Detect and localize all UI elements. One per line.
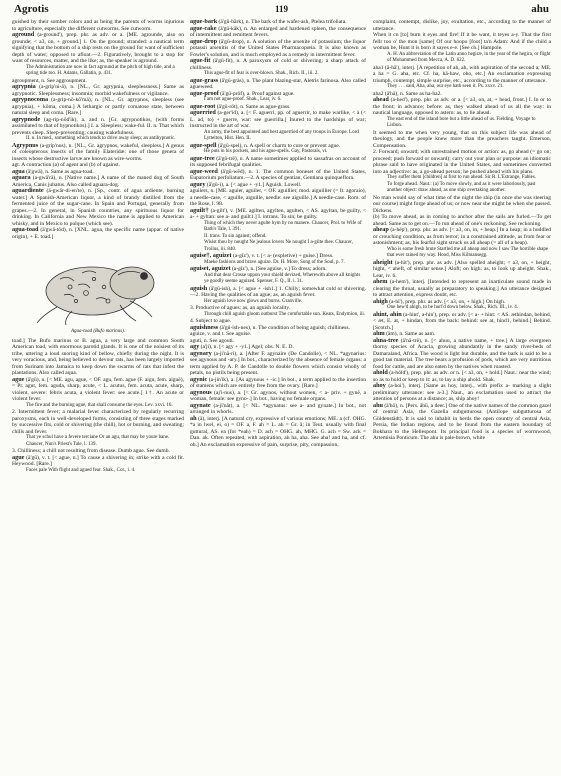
- dictionary-entry: An army, the best appointed and best aguerried of any troops in Europe. Lord Lyttelton, Hist. Hen. II.: [204, 129, 359, 141]
- dictionary-entry: aha1 (ä-hä'), interj. [A repetition of ah, ah, with aspiration of the second a; ME. a ha = G. aha, etc. Cf. ha, hā-haw, oho, etc.] An exclamation expressing triumph, contempt, simple surprise, etc., according to the manner of utterance.: [373, 64, 551, 84]
- agua-toad-illustration: [12, 243, 182, 327]
- headword: ague-proof: [190, 89, 219, 97]
- dictionary-entry: aguardiente (ä-gwär-di-en'te), n. [Sp., contr. of agua ardiente, burning water.] A Spanish-American liquor, a kind of brandy distilled from the fermented juice of the sugar-cane. In Spain and Portugal, generally from grapes.—2. In general, in Spanish countries, any spirituous liquor for drinking. In California and New Mexico the name is applied to American whisky, and in Mexico to pulque (which see).: [12, 187, 184, 227]
- headword: aguardiente: [12, 187, 44, 194]
- dictionary-entry: ague-grass (ā'gū-gràs), n. The plant blazing-star, Aletris farinosa. Also called agueweed.: [190, 76, 366, 90]
- dictionary-entry: aguise†, aguizet (a-gīz'), v. t. [< a- (expletive) + guise.] Dress.: [190, 252, 334, 259]
- dictionary-entry: ague-bark (ā'gū-bärk), n. The bark of the wafer-ash, Ptelea trifoliata.: [190, 19, 347, 25]
- dictionary-entry: Who is some fresh brute Startled me all aheap and now I saw The horrible shape that ever rained my way. Hood, Miss Kilmansegg.: [387, 246, 549, 258]
- headword: Agrypnus: [12, 141, 39, 149]
- dictionary-entry: And that dear Crosse uppon your shield devized, Wherewith above all knights ye goodly seeme aguized. Spenser, F. Q., II. i. 31.: [204, 272, 361, 284]
- dictionary-entry: agy (a'ji), n. [< agy + -y1.] Agel; obs. N. E. D.: [190, 343, 294, 350]
- column-3: [373, 19, 551, 771]
- dictionary-entry: ahead (a-hed'), prep. phr. as adv. or a. [< a3, on, at, + head, front.] I. In or to the front; in advance; before: as, they walked ahead of us all the way: in nautical language, opposed to astern: as, to lie ahead.: [373, 96, 551, 116]
- headword: ahm: [373, 330, 385, 337]
- dictionary-entry: agua (ä'gwä), n. Same as agua-toad.: [12, 167, 94, 175]
- headword: ague-weed: [190, 167, 218, 175]
- dictionary-entry: aheight (a-hīt'), prep. phr. as adv. [Also spelled aheight; < a3, on, + height, hight, < aheft, of similar sense.] Aloft; on high: as, to look up aheight. Shak., Lear, iv. 6.: [373, 258, 551, 279]
- headword: aguerried: [190, 109, 216, 116]
- dictionary-entry: The fire and the burning ague, that shall consume the eyes. Lev. xxvi. 16.: [26, 402, 173, 408]
- headword: aheight: [373, 258, 393, 266]
- column-2: [190, 19, 366, 771]
- toad-drawing: [12, 243, 182, 327]
- dictionary-entry: ahold (a-hōld'), prep. phr. as adv. or n. [< a3, on, + hold.] Naut.: near the wind; so as to hold or keep to it: as, to lay a ship ahold. Shak.: [373, 369, 551, 383]
- headword: agynary: [190, 349, 212, 357]
- headword: agua: [12, 167, 25, 175]
- headword: ague-root: [190, 102, 216, 110]
- dictionary-entry: ahoy (a-hoi'), interj. [Same as hoy, interj., with prefix a- marking a slight preliminary utterance: see a-3.] Naut., an exclamation used to attract the attention of persons at a distance; as, ship ahoy!: [373, 382, 551, 402]
- dictionary-entry: Her aguish love now glows and burns. Granville.: [204, 298, 303, 304]
- headword: agynic: [190, 375, 208, 383]
- headword: aguey: [190, 180, 206, 188]
- dictionary-entry: aguilt† (a-gilt'), v. [ME. agilten, agylten, agulten, < AS. agyltan, be guilty, < a- + gyltan: see a- and guilt1.] I. intrans. To sin; be guilty.: [190, 206, 366, 220]
- dictionary-entry: ahigh (a-hī'), prep. phr. as adv. [< a3, on, + high.] On high.: [373, 297, 506, 305]
- page-number: 119: [274, 4, 288, 14]
- headword: ague-tree: [190, 154, 215, 162]
- dictionary-entry: Agrypnus (a-grip'nus), n. [NL., Gr. agrypnos, wakeful, sleepless.] A genus of coleopterous insects of the family Elateridæ: one of those genera of insects whose destructive larvæ are known as wire-worms.: [12, 141, 184, 162]
- dictionary-entry: aguey (ā'gū-i), a. [< ague + -y1.] Aguish. Lowell.: [190, 180, 302, 188]
- dictionary-entry: aguerried (a-ger'id), a. [< F. aguerri, pp. of aguerrir, to make warlike, < à (< L. ad, to) + guerre, war: see guerrilla.] Inured to the hardships of war; instructed in the art of war.: [190, 109, 366, 129]
- dictionary-entry: agua-toad (ä'gwä-tōd), n. [XNL. agua, the specific name (appar. of native origin), + E. toad.]: [12, 226, 184, 240]
- dictionary-entry: ahem (a-hem'), interj. [Intended to represent an inarticulate sound made in clearing the throat, usually as preparatory to speaking.] An utterance designed to attract attention, express doubt, etc.: [373, 278, 551, 298]
- dictionary-entry: agynate (a-jī'nāt), a. [< NL. *agynatus: see a- and gynate.] In bot., not arranged in whorls.: [190, 401, 366, 415]
- headword: aguishness: [190, 323, 219, 331]
- column-1: [12, 19, 184, 771]
- dictionary-entry: aha2 (ä'hä), n. Same as ha-ha2.: [373, 90, 442, 97]
- dictionary-entry: aguti, n. See agouti.: [190, 337, 235, 344]
- headword: agrypnode: [12, 115, 41, 123]
- dictionary-entry: ague-fit (ā'gū-fit), n. A paroxysm of cold or shivering; a sharp attack of chilliness.: [190, 57, 366, 71]
- dictionary-entry: agroupment, n. See aggroupment.: [12, 77, 87, 84]
- dictionary-entry: aground (a-ground'), prep. phr. as adv. or a. [ME. agrounde, also on grounde; < a3, on, + ground.] 1. On the ground; stranded: a nautical term signifying that the bottom of a ship rests on the ground for want of sufficient depth of water; opposed to afloat.—2. Figuratively, brought to a stop for want of resources, matter, and the like; as, the speaker is aground.: [12, 31, 184, 64]
- dictionary-entry: agrypnia (a-grip'ni-ä), n. [NL., Gr. agrypnia, sleeplessness.] Same as agrypnotic. Sleeplessness; insomnia; morbid wakefulness or vigilance.: [12, 83, 184, 97]
- figure-caption: Agua-toad (Bufo marinus).: [70, 329, 126, 334]
- dictionary-entry: ague (ā'gū), v. t. [< ague, n.] To cause a shivering in; strike with a cold fit. Heywood. [Rare.]: [12, 453, 184, 467]
- headword: agynate: [190, 401, 211, 409]
- dictionary-entry: ahint, ahin (a-hint', a-hin'), prep. or adv. [< a- + hint: < AS. æthindan, behind, < æt, E. at, + hindan, from the back: behind: see at, hind1, behind.] Behind. [Scotch.]: [373, 310, 551, 331]
- headword: agrypnocoma: [12, 96, 49, 103]
- dictionary-entry: aguiset, aguizet (a-gīz'), n. [See aguise, v.] To dress; adorn.: [190, 265, 327, 272]
- headword: ahigh: [373, 297, 388, 305]
- headword: aguiset, aguizet: [190, 265, 231, 272]
- headword: ague-bark: [190, 19, 218, 25]
- dictionary-entry: aguishness (ā'gū-ish-nes), n. The condition of being aguish; chilliness.: [190, 323, 350, 331]
- headword: ahint, ahin: [373, 310, 402, 318]
- dictionary-entry: One hew'd ahigh, to be hurl'd down below. Shak., Rich. III., iv. 4.: [387, 305, 518, 310]
- dictionary-entry: That ye schul have a fevere terciane Or an agu, that may be youre bane. Chaucer, Nun's Priest's Tale, l. 139.: [26, 435, 170, 447]
- headword: ah: [190, 414, 197, 422]
- headword: ahead: [373, 96, 389, 103]
- dictionary-entry: guished by their somber colors and as being the parents of worms injurious to agriculture, especially the different cutworms. See cutworm.: [12, 19, 184, 32]
- dictionary-entry: ahm (äm), n. Same as aam.: [373, 330, 436, 337]
- headword: ahold: [373, 369, 388, 376]
- headword: ague-grass: [190, 76, 219, 84]
- headword: agy: [190, 343, 200, 350]
- headword: ahoy: [373, 382, 386, 389]
- headword: aheap: [373, 226, 389, 233]
- dictionary-entry: aguilers, n. [ME. aguler, aguiler, < OF. aguillier, mod. aiguillier (= It. agoraio), a needle-case, < aguille, aiguille, needle: see aiguille.] A needle-case. Rom. of the Rose, l. 98.: [190, 188, 366, 207]
- dictionary-entry: II. trans. To sin against; offend.: [204, 233, 267, 239]
- header-right-guideword: ahu: [531, 3, 549, 15]
- headword: aguish: [190, 284, 208, 292]
- headword: ague-drop: [190, 37, 218, 45]
- dictionary-entry: agynous (aj'i-nus), a. [< Gr. agynos, without women, < a- priv. + gynē, a woman, female: see gyno-.] In bot., having no female organs.: [190, 388, 366, 402]
- dictionary-entry: This ague-fit of fear is over-blown. Shak., Rich. II., iii. 2.: [204, 71, 319, 76]
- dictionary-entry: They suffer them [children] at first to run ahead. Sir R. L'Estrange, Fables.: [387, 175, 537, 180]
- dictionary-entry: ague-tree (ā'gū-trē), n. A name sometimes applied to sassafras on account of its supposed febrifugal qualities.: [190, 154, 366, 168]
- dictionary-entry: complaint, contempt, dislike, joy, exultation, etc., according to the manner of utterance.: [373, 19, 551, 32]
- dictionary-entry: To forge ahead. Naut.: (a) To move slowly, and as it were laboriously, past another object: draw ahead, as one ship overtaking another.: [387, 181, 536, 193]
- dictionary-entry: agrypnocoma (a-grip-nō-kō'mä), n. [NL., Gr. agrypnos, sleepless (see agrypnia), + kōma, coma.] A lethargic or partly comatose state, between natural sleep and coma. [Rare.]: [12, 96, 184, 116]
- dictionary-entry: ahna-tree (ä'nä-trē), n. [< ahuu, a native name, + tree.] A large evergreen thorny species of Acacia, growing abundantly in the sandy river-beds of Damaraland, Africa. The wood is light but durable, and the bark is said to be a good tan material. The tree bears a profusion of pods, which are very nutritious food for cattle, and are also eaten by the natives when roasted.: [373, 336, 551, 370]
- dictionary-entry: They . . . said, Aha, aha, our eye hath seen it. Ps. xxxv. 21.: [387, 84, 504, 89]
- dictionary-entry: Through chill aguish gloom outburst The comfortable sun. Keats, Endymion, iii.: [204, 311, 365, 317]
- dictionary-entry: Thing of which they never agulte hym by no manere. Chaucer, Prol. to Wife of Bath's Tale, l. 391.: [204, 220, 362, 232]
- dictionary-entry: 3. Productive of agues: as, an aguish locality.: [190, 305, 291, 311]
- page-header: [14, 3, 549, 17]
- dictionary-entry: agynic (a-jin'ik), a. [As agynous + -ic.] In bot., a term applied to the insertion of stamens which are entirely free from the ovary. [Rare.]: [190, 375, 366, 389]
- dictionary-entry: (b) To move ahead, as in coming to anchor after the sails are furled.—To get ahead. Same as to get on.—To run ahead of one's reckoning. See reckoning.: [373, 214, 551, 227]
- dictionary-entry: No man would say of what time of the night the ship (in once she was steering our course) might forge ahead of us; or now near she might be when she passed. Dickens.: [373, 194, 551, 214]
- headword: agynous: [190, 388, 212, 396]
- dictionary-entry: agrypnode (ag-rip-nōd'ik), a. and n. [Gr. agrypnotikos, (with forms assimilated to that of hypnotikos).] I. a. Sleepless; wake-ful. II. n. That which prevents sleep. Sleep-preventing; causing wakefulness.: [12, 115, 184, 136]
- dictionary-entry: The east end of the island bore but a little ahead of us. Fielding, Voyage to Lisbon.: [387, 116, 536, 128]
- column-1-top-entries: [12, 19, 184, 240]
- headword: ahu: [373, 401, 383, 409]
- dictionary-entry: aguara (a-gwä'rä), n. [Native name.] A name of the maned dog of South America, Canis jubatus. Also called aguara-dog.: [12, 174, 184, 188]
- dictionary-entry: ague-drop (ā'gū-drop), n. A solution of the arsenite of potassium; the liquor potassii arsenitis of the United States Pharmacopœia. It is also known as Fowler's solution, and is much employed as a remedy in intermittent fever.: [190, 37, 366, 58]
- dictionary-entry: I am not ague-proof. Shak., Lear, iv. 6.: [204, 97, 282, 102]
- dictionary-entry: Faces pale With flight and agued fear. Shak., Cor., i. 4.: [26, 467, 136, 473]
- headword: aguilt†: [190, 206, 209, 214]
- headword: ahem: [373, 278, 388, 285]
- dictionary-entry: ague-proof (ā'gū-pröf), a. Proof against ague.: [190, 89, 295, 97]
- dictionary-entry: 4. Subject to ague.: [190, 318, 232, 324]
- dictionary-entry: 2. Intermittent fever; a malarial fever characterized by regularly recurring paroxysms, each in well-developed forms, consisting of three stages marked by successive fits, cold or shivering (the chill), hot or burning, and sweating; chills and fever.: [12, 409, 184, 435]
- dictionary-entry: 2. Forward; onward; with unrestrained motion or action: as, go ahead (= go on; proceed; push forward or onward); carry out your plan or purpose: an idiomatic phrase said to have originated in the United States, and sometimes converted into an adjective: as, a go-ahead person; he pushed ahead with his plans.: [373, 149, 551, 175]
- dictionary-entry: ague-spell (ā'gū-spel), n. A spell or charm to cure or prevent ague.: [190, 141, 341, 149]
- headword: agua-toad: [12, 226, 39, 233]
- dictionary-entry: It seemed to me when very young, that on this subject life was ahead of theology, and the people knew more than the preachers taught. Emerson, Compensation.: [373, 129, 551, 149]
- dictionary-entry: Maeke fashions and brave aguize. Dr. H. More, Song of the Soul, p. 7.: [204, 259, 345, 265]
- headword: aguise†, aguizet: [190, 252, 232, 259]
- headword: ague: [12, 375, 25, 383]
- dictionary-entry: ague-cake (ā'gū-kāk), n. An enlarged and hardened spleen, the consequence of intermittent and remittent fevers.: [190, 24, 366, 38]
- dictionary-entry: Wisist thou by nought Ne jealous lovers Ne nought I a-gilte thee. Chaucer, Troilus, iii. 840.: [204, 240, 354, 252]
- headword: ague-cake: [190, 24, 217, 32]
- dictionary-entry: II. n. In med., something which tends to drive away sleep; an antihypnotic.: [26, 136, 176, 141]
- dictionary-entry: ague (ā'gū), n. [< ME. agu, ague, < OF. agu, fem. ague (F. aigu, fem. aiguë), = Pr. agut, fem. aguda, sharp, acute, < L. acutus, fem. acuta, acute, sharp, violent, severe: febris acuta, a violent fever: see acute.] 1†. An acute or violent fever.: [12, 375, 184, 402]
- dictionary-entry: The Administration are now in fact aground at the pitch of high tide, and a spring tide too. H. Adams, Gallatin, p. 431.: [26, 64, 175, 76]
- dictionary-entry: agt. A contraction (a) of agent and (b) of against.: [12, 162, 120, 168]
- dictionary-entry: aguize, v. and t. See aguise.: [190, 331, 252, 337]
- dictionary-entry: ah (ä), interj. [A natural cry, expressive of various emotions; ME. a (cf. OHG. *a in lwel, ei, o) = OF. a, F. ah = L. ah = Gr. ā; in Teut. usually with final guttural, AS. ea (for *eah) = D. ach = OHG. ah, MHG. G. ach = Sw. ack = Dan. ak. Often repeated, with aspiration, ah ha, aha. See aha! and ha, and cf. oh.] An exclamation expressive of pain, surprise, pity, compassion,: [190, 414, 366, 448]
- headword: ague-fit: [190, 57, 211, 64]
- headword: aguara: [12, 174, 31, 181]
- dictionary-entry: toad.] The Bufo marinus or B. agua, a very large and common South American toad, with enormous parotid glands. It is one of the noisiest of its tribe, uttering a loud snoring kind of bellow, chiefly during the night. It is very voracious, and, being believed to devour rats, has been largely imported from Surinam into Jamaica to keep down the swarms of rats that infest the plantations. Also called aqua.: [12, 337, 184, 376]
- column-1-bottom-entries: [12, 338, 184, 475]
- dictionary-entry: A. H. An abbreviation of the Latin anno hegiræ, in the year of the hegira, or flight of Mohammed from Mecca, A. D. 622.: [387, 51, 551, 63]
- header-left-guideword: Agrotis: [14, 3, 49, 15]
- dictionary-entry: ague-root (ā'gū-röt), n. Same as ague-grass.: [190, 102, 291, 110]
- dictionary-entry: 3. Chilliness; a chill not resulting from disease. Dumb ague. See dumb.: [12, 448, 170, 454]
- dictionary-entry: ague-weed (ā'gū-wēd), n. 1. The common boneset of the United States, Eupatorium perfoliatum.—2. A species of gentian, Gentiana quinqueflora.: [190, 167, 366, 181]
- dictionary-entry: ahu (ä'hö), n. [Pers. āhū, a deer.] One of the native names of the common gazel of central Asia, the Gazella subgutturosa (Antilope subgutturosa of Güldenstädt). It is said to inhabit in herds the open country of central Asia, Persia, the Indian regions, and to be found from the eastern boundary of Bokhara to the Hellespont. Its principal food is a species of wormwood, Artemisia Ponticum. The ahu is pale-brown, white: [373, 401, 551, 441]
- headword: aground: [12, 31, 35, 38]
- headword: ague: [12, 453, 25, 461]
- headword: ague-spell: [190, 141, 217, 149]
- dictionary-entry: aheap (a-hēp'), prep. phr. as adv. [< a3, on, in, + heap.] In a heap; in a huddled or crouching condition, as from terror; in a constrained attitude, as from fear or astonishment; as, his fearful sight struck us all aheap (= all of a heap).: [373, 226, 551, 246]
- headword: agrypnia: [12, 83, 36, 90]
- dictionary-entry: aguish (ā'gū-ish), a. [< ague + -ish1.] 1. Chilly; somewhat cold or shivering.—2. Having the qualities of an ague; as, an aguish fever.: [190, 284, 366, 298]
- dictionary-entry: When it cn [to] burn it eyes and fire! If it be want, it teyes a-y. That the first fellr too o' the mon [same] Of our hoopo [foot] ta'n Adam: And if the child a woman be, Hunt it is born it sayes e-e. [See ch.] Hampole.: [373, 32, 551, 51]
- headword: ahna-tree: [373, 336, 399, 344]
- dictionary-entry: He puts in his pockets, and his ague-spells. Gay, Pastorals, vi.: [204, 149, 328, 154]
- dictionary-entry: agynary (a-ji'nā-ri), a. [After F. agynaire (De Candolle), < NL. *agynarius: see agynous and -ary.] In bot., characterized by the absence of female organs: a term applied by A. P. de Candolle to double flowers which consist wholly of petals, no pistils being present.: [190, 349, 366, 376]
